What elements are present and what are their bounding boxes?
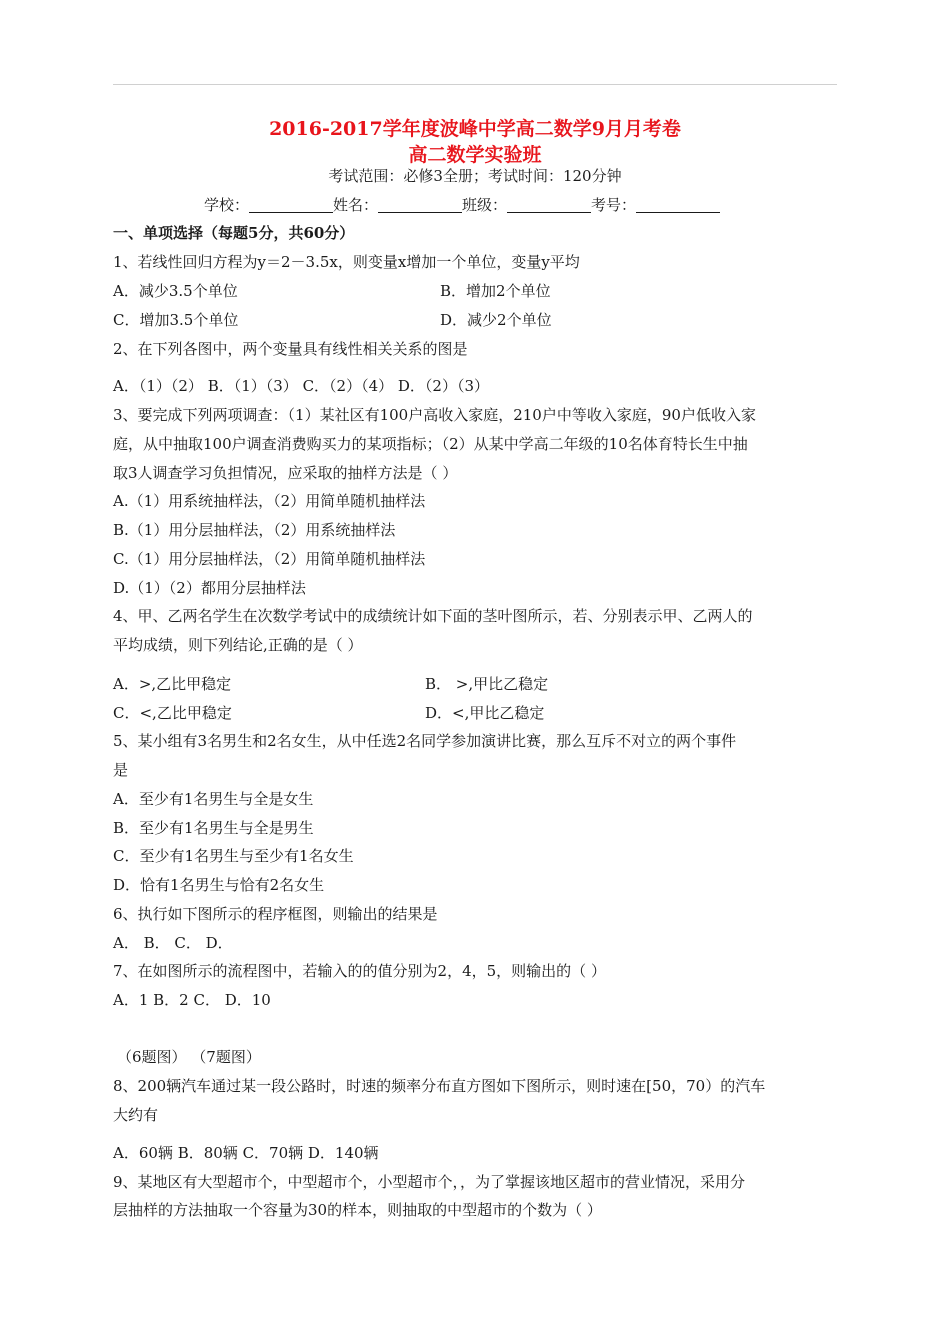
q5-stem-1: 5、某小组有3名男生和2名女生，从中任选2名同学参加演讲比赛，那么互斥不对立的两个事件 bbox=[113, 732, 737, 750]
school-blank[interactable] bbox=[249, 197, 333, 213]
q3-option-c: C.（1）用分层抽样法，（2）用简单随机抽样法 bbox=[113, 550, 426, 568]
q2-stem: 2、在下列各图中，两个变量具有线性相关关系的图是 bbox=[113, 340, 468, 358]
name-label: 姓名： bbox=[333, 196, 379, 214]
class-label: 班级： bbox=[462, 196, 508, 214]
q3-option-d: D.（1）（2）都用分层抽样法 bbox=[113, 579, 306, 597]
figure-captions: （6题图） （7题图） bbox=[117, 1048, 261, 1066]
school-label: 学校： bbox=[204, 196, 250, 214]
q4-option-c: C．<,乙比甲稳定 bbox=[113, 704, 232, 722]
number-blank[interactable] bbox=[636, 197, 720, 213]
q4-stem-1: 4、甲、乙两名学生在次数学考试中的成绩统计如下面的茎叶图所示，若、分别表示甲、乙两人的 bbox=[113, 607, 753, 625]
q1-option-a: A．减少3.5个单位 bbox=[113, 282, 238, 300]
q8-stem-2: 大约有 bbox=[113, 1106, 159, 1124]
q3-stem-2: 庭，从中抽取100户调查消费购买力的某项指标；（2）从某中学高二年级的10名体育特长生中抽 bbox=[113, 435, 748, 453]
q5-option-a: A．至少有1名男生与全是女生 bbox=[113, 790, 314, 808]
q3-option-a: A.（1）用系统抽样法，（2）用简单随机抽样法 bbox=[113, 492, 426, 510]
q1-option-d: D．减少2个单位 bbox=[440, 311, 552, 329]
exam-title: 2016-2017学年度波峰中学高二数学9月月考卷 bbox=[269, 118, 681, 140]
q3-option-b: B.（1）用分层抽样法，（2）用系统抽样法 bbox=[113, 521, 396, 539]
q5-stem-2: 是 bbox=[113, 761, 129, 779]
exam-scope: 考试范围：必修3全册；考试时间：120分钟 bbox=[328, 167, 622, 185]
q1-stem: 1、若线性回归方程为y＝2－3.5x，则变量x增加一个单位，变量y平均 bbox=[113, 253, 580, 271]
q5-option-c: C．至少有1名男生与至少有1名女生 bbox=[113, 847, 354, 865]
q8-stem-1: 8、200辆汽车通过某一段公路时，时速的频率分布直方图如下图所示，则时速在[50，70）的汽车 bbox=[113, 1077, 766, 1095]
q2-options: A．（1）（2） B．（1）（3） C．（2）（4） D．（2）（3） bbox=[113, 377, 490, 395]
q8-options: A．60辆 B．80辆 C．70辆 D．140辆 bbox=[113, 1144, 379, 1162]
student-info-row bbox=[204, 195, 720, 215]
q3-stem-3: 取3人调查学习负担情况，应采取的抽样方法是（ ） bbox=[113, 464, 458, 482]
section-heading: 一、单项选择（每题5分，共60分） bbox=[113, 224, 355, 242]
q5-option-d: D．恰有1名男生与恰有2名女生 bbox=[113, 876, 325, 894]
q4-stem-2: 平均成绩，则下列结论,正确的是（ ） bbox=[113, 636, 363, 654]
header-rule bbox=[113, 84, 837, 85]
q3-stem-1: 3、要完成下列两项调查：（1）某社区有100户高收入家庭，210户中等收入家庭，90户低收入家 bbox=[113, 406, 756, 424]
q6-stem: 6、执行如下图所示的程序框图，则输出的结果是 bbox=[113, 905, 438, 923]
q9-stem-1: 9、某地区有大型超市个，中型超市个，小型超市个，，为了掌握该地区超市的营业情况，采用分 bbox=[113, 1173, 746, 1191]
number-label: 考号： bbox=[591, 196, 637, 214]
q1-option-b: B．增加2个单位 bbox=[440, 282, 551, 300]
q5-option-b: B．至少有1名男生与全是男生 bbox=[113, 819, 314, 837]
q1-option-c: C．增加3.5个单位 bbox=[113, 311, 239, 329]
q4-option-a: A．>,乙比甲稳定 bbox=[113, 675, 232, 693]
class-blank[interactable] bbox=[507, 197, 591, 213]
q9-stem-2: 层抽样的方法抽取一个容量为30的样本，则抽取的中型超市的个数为（ ） bbox=[113, 1201, 602, 1219]
q7-stem: 7、在如图所示的流程图中，若输入的的值分别为2，4，5，则输出的（ ） bbox=[113, 962, 606, 980]
q7-options: A．1 B．2 C． D．10 bbox=[113, 991, 271, 1009]
q6-options: A． B． C． D． bbox=[113, 934, 233, 952]
name-blank[interactable] bbox=[378, 197, 462, 213]
exam-subtitle: 高二数学实验班 bbox=[408, 144, 542, 166]
q4-option-b: B． >,甲比乙稳定 bbox=[425, 675, 549, 693]
q4-option-d: D．<,甲比乙稳定 bbox=[425, 704, 545, 722]
